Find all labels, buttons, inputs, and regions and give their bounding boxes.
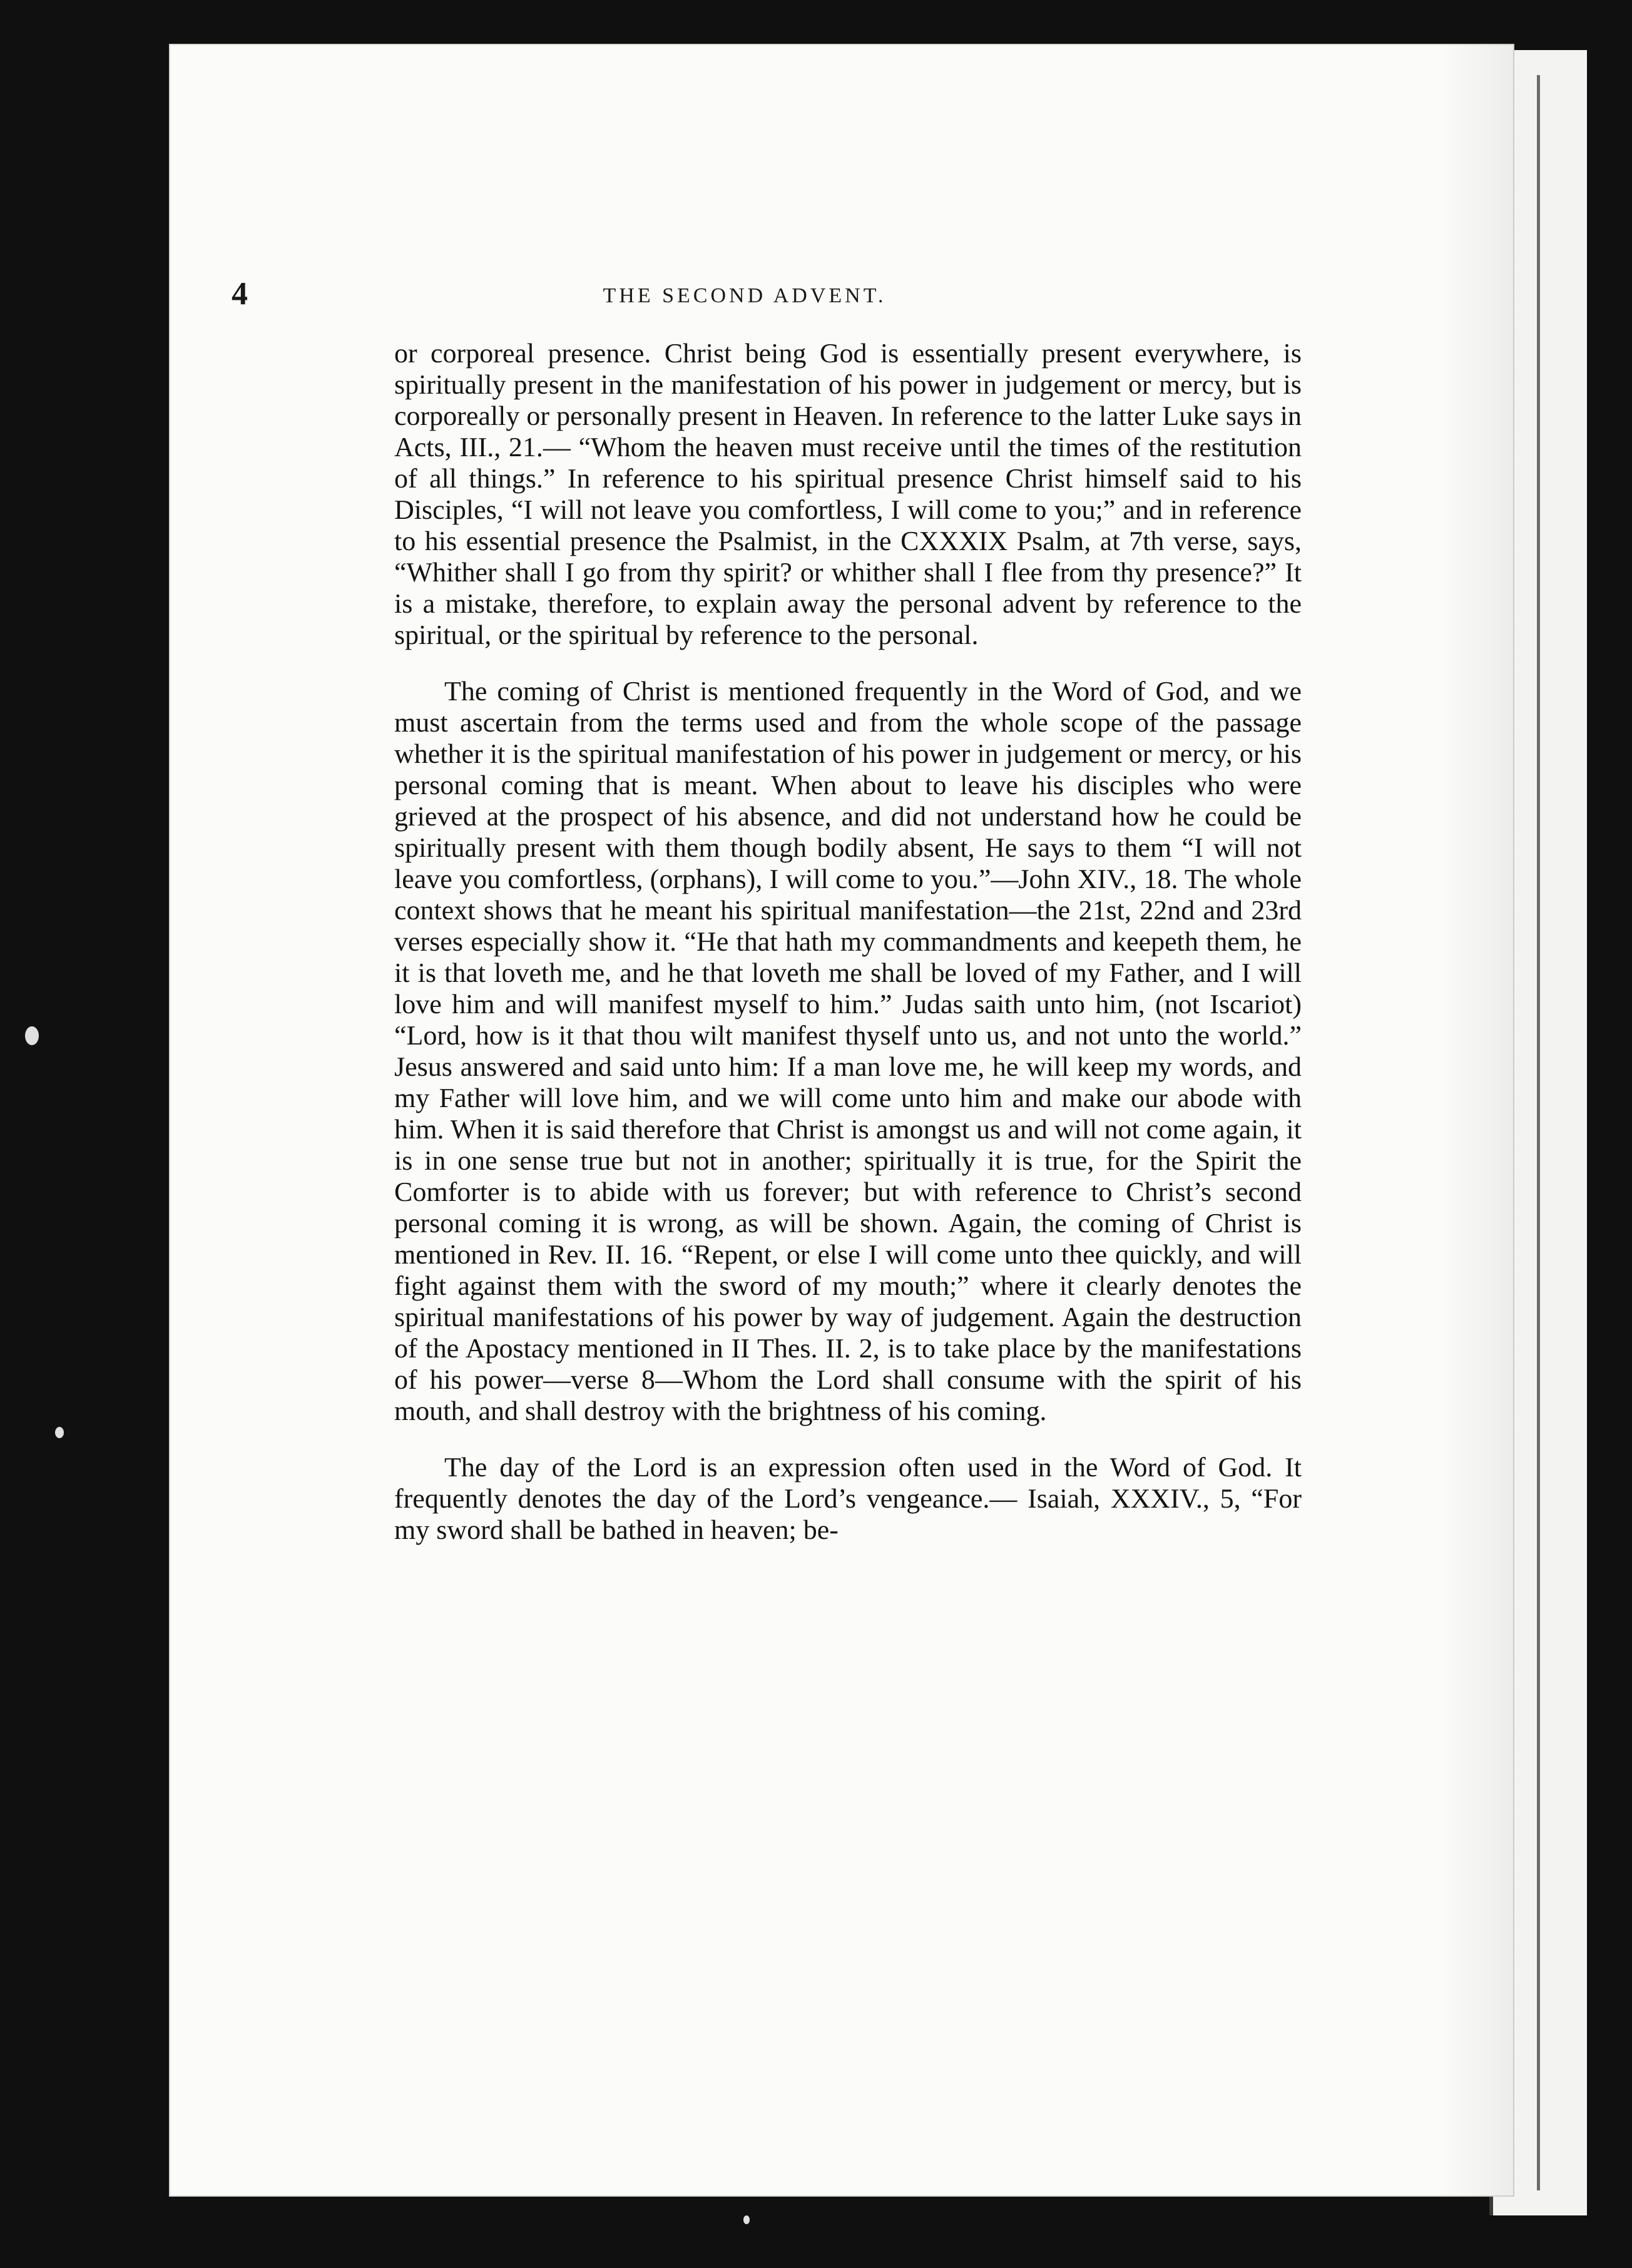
page-fold-shadow [1439, 44, 1514, 2197]
scan-speck [55, 1427, 64, 1438]
scan-speck [25, 1026, 39, 1045]
scan-speck [743, 2215, 750, 2224]
paragraph: The day of the Lord is an expression often used in the Word of God. It frequently denotes the day of the Lord’s vengeance.— Isaiah, XXXIV., 5, “For my sword shall be bathed in heaven; be- [394, 1452, 1302, 1545]
body-text [394, 338, 1302, 1571]
paragraph: The coming of Christ is mentioned frequently in the Word of God, and we must ascertain from the terms used and from the whole scope of the passage whether it is the spiritual manifestation of his power in judgement or mercy, or his personal coming that is meant. When about to leave his disciples who were grieved at the prospect of his absence, and did not understand how he could be spiritually present with them though bodily absent, He says to them “I will not leave you comfortless, (orphans), I will come to you.”—John XIV., 18. The whole context shows that he meant his spiritual manifestation—the 21st, 22nd and 23rd verses especially show it. “He that hath my commandments and keepeth them, he it is that loveth me, and he that loveth me shall be loved of my Father, and I will love him and will manifest myself to him.” Judas saith unto him, (not Iscariot) “Lord, how is it that thou wilt manifest thyself unto us, and not unto the world.” Jesus answered and said unto him: If a man love me, he will keep my words, and my Father will love him, and we will come unto him and make our abode with him. When it is said therefore that Christ is amongst us and will not come again, it is in one sense true but not in another; spiritually it is true, for the Spirit the Comforter is to abide with us forever; but with reference to Christ’s second personal coming it is wrong, as will be shown. Again, the coming of Christ is mentioned in Rev. II. 16. “Repent, or else I will come unto thee quickly, and will fight against them with the sword of my mouth;” where it clearly denotes the spiritual manifestations of his power by way of judgement. Again the destruction of the Apostacy mentioned in II Thes. II. 2, is to take place by the manifestations of his power—verse 8—Whom the Lord shall consume with the spirit of his mouth, and shall destroy with the brightness of his coming. [394, 676, 1302, 1426]
page-number: 4 [232, 276, 248, 312]
page-header [232, 275, 1258, 325]
running-head: THE SECOND ADVENT. [603, 284, 887, 307]
paragraph: or corporeal presence. Christ being God is essentially present everywhere, is spiritually present in the manifestation of his power in judgement or mercy, but is corporeally or personally present in Heaven. In reference to the latter Luke says in Acts, III., 21.— “Whom the heaven must receive until the times of the restitution of all things.” In reference to his spiritual presence Christ himself said to his Disciples, “I will not leave you comfortless, I will come to you;” and in reference to his essential presence the Psalmist, in the CXXXIX Psalm, at 7th verse, says, “Whither shall I go from thy spirit? or whither shall I flee from thy presence?” It is a mistake, therefore, to explain away the personal advent by reference to the spiritual, or the spiritual by reference to the personal. [394, 338, 1302, 650]
page-edge [1537, 75, 1540, 2190]
